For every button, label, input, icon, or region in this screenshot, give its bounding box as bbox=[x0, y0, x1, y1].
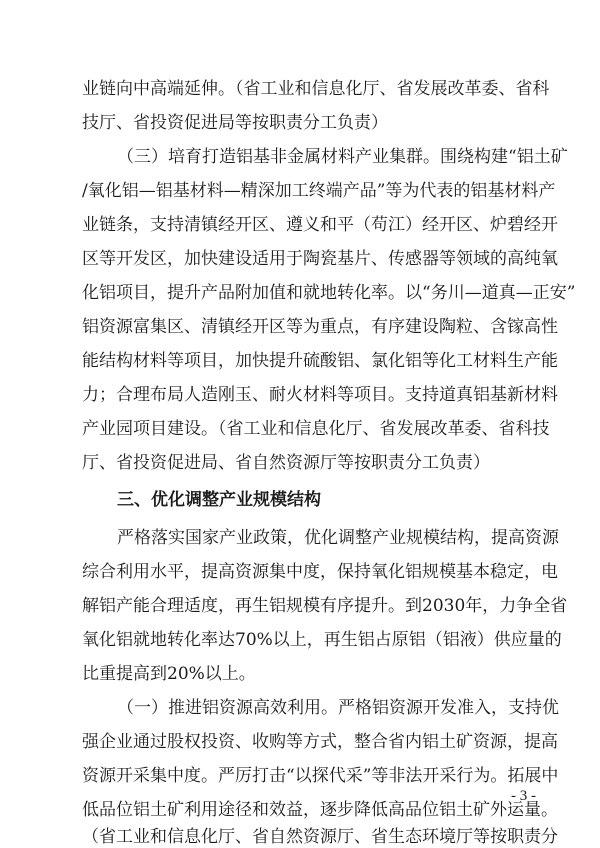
text-line-20: 强企业通过股权投资、收购等方式，整合省内铝土矿资源，提高 bbox=[82, 732, 558, 752]
section-heading: 三、优化调整产业规模结构 bbox=[117, 490, 321, 510]
text-line-15: 综合利用水平，提高资源集中度，保持氧化铝规模基本稳定，电 bbox=[82, 562, 558, 582]
text-line-11: 产业园项目建设。（省工业和信息化厅、省发展改革委、省科技 bbox=[82, 419, 550, 439]
text-line-17: 氧化铝就地转化率达70%以上，再生铝占原铝（铝液）供应量的 bbox=[82, 630, 562, 650]
text-line-18: 比重提高到20%以上。 bbox=[82, 664, 256, 684]
text-line-19: （一）推进铝资源高效利用。严格铝资源开发准入，支持优 bbox=[117, 698, 559, 718]
text-line-4: /氧化铝—铝基材料—精深加工终端产品”等为代表的铝基材料产 bbox=[82, 181, 556, 201]
text-line-7: 化铝项目，提升产品附加值和就地转化率。以“务川—道真—正安” bbox=[82, 283, 576, 303]
text-line-1: 业链向中高端延伸。（省工业和信息化厅、省发展改革委、省科 bbox=[82, 79, 550, 99]
text-line-2: 技厅、省投资促进局等按职责分工负责） bbox=[82, 113, 388, 133]
text-line-6: 区等开发区，加快建设适用于陶瓷基片、传感器等领域的高纯氧 bbox=[82, 249, 558, 269]
text-line-8: 铝资源富集区、清镇经开区等为重点，有序建设陶粒、含镓高性 bbox=[82, 317, 558, 337]
text-line-5: 业链条，支持清镇经开区、遵义和平（苟江）经开区、炉碧经开 bbox=[82, 215, 558, 235]
text-line-3: （三）培育打造铝基非金属材料产业集群。围绕构建“铝土矿 bbox=[117, 147, 568, 167]
text-line-10: 力；合理布局人造刚玉、耐火材料等项目。支持道真铝基新材料 bbox=[82, 385, 558, 405]
page-number: - 3 - bbox=[511, 788, 536, 804]
text-line-22: 低品位铝土矿利用途径和效益，逐步降低高品位铝土矿外运量。 bbox=[82, 800, 558, 820]
text-line-21: 资源开采集中度。严厉打击“以探代采”等非法开采行为。拓展中 bbox=[82, 766, 559, 786]
text-line-23: （省工业和信息化厅、省自然资源厅、省生态环境厅等按职责分 bbox=[82, 827, 558, 847]
text-line-9: 能结构材料等项目，加快提升硫酸铝、氯化铝等化工材料生产能 bbox=[82, 351, 558, 371]
text-line-12: 厅、省投资促进局、省自然资源厅等按职责分工负责） bbox=[82, 453, 490, 473]
text-line-16: 解铝产能合理适度，再生铝规模有序提升。到2030年，力争全省 bbox=[82, 596, 568, 616]
text-line-14: 严格落实国家产业政策，优化调整产业规模结构，提高资源 bbox=[117, 528, 559, 548]
